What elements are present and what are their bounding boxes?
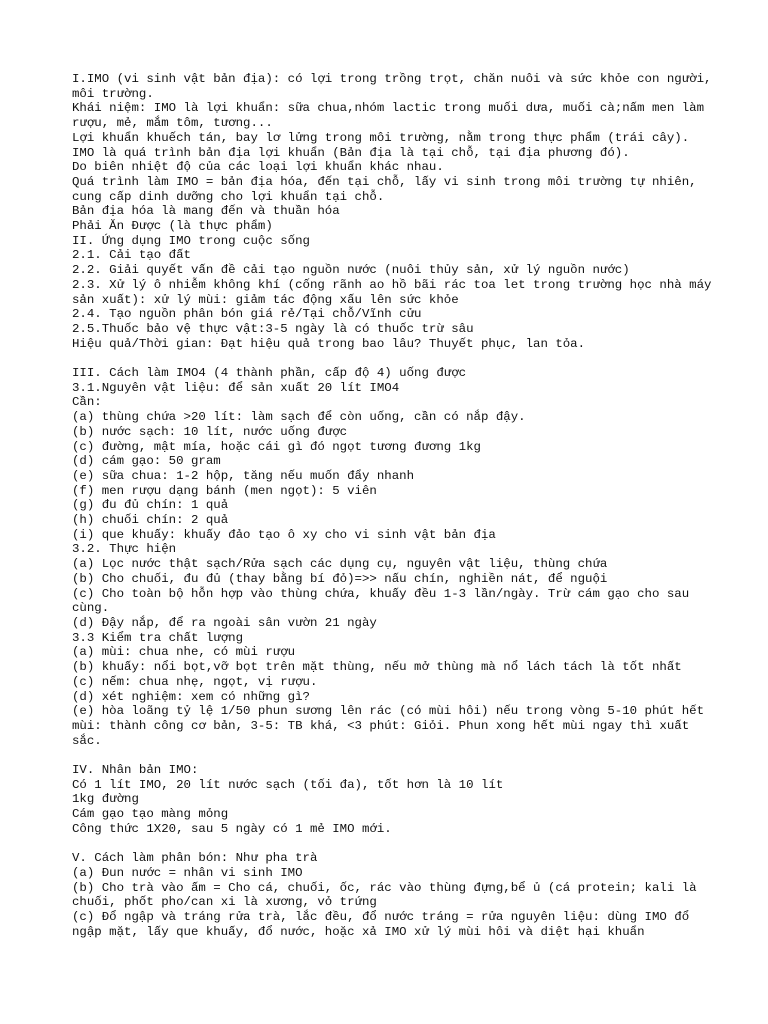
text-line: V. Cách làm phân bón: Như pha trà xyxy=(72,851,318,866)
text-line: Công thức 1X20, sau 5 ngày có 1 mẻ IMO mới. xyxy=(72,821,392,836)
text-line: 2.4. Tạo nguồn phân bón giá rẻ/Tại chỗ/Vĩnh cửu xyxy=(72,307,422,322)
text-line: (b) khuấy: nổi bọt,vỡ bọt trên mặt thùng, nếu mở thùng mà nổ lách tách là tốt nhất xyxy=(72,660,682,675)
text-line: (h) chuối chín: 2 quả xyxy=(72,513,229,528)
text-line: 2.1. Cải tạo đất xyxy=(72,248,191,263)
text-line: 3.2. Thực hiện xyxy=(72,542,177,557)
text-line: 2.3. Xử lý ô nhiễm không khí (cống rãnh ao hồ bãi rác toa let trong trường học nhà máy sản xuất): xử lý mùi: giảm tác động xấu lên sức khỏe xyxy=(72,277,719,307)
text-line: (c) Đổ ngập và tráng rửa trà, lắc đều, đổ nước tráng = rửa nguyên liệu: dùng IMO đổ ngập mặt, lấy que khuấy, đổ nước, hoặc xả IMO xử lý mùi hôi và diệt hại khuẩn xyxy=(72,910,697,939)
text-line: (f) men rượu dạng bánh (men ngọt): 5 viên xyxy=(72,483,377,498)
text-line: (b) nước sạch: 10 lít, nước uống được xyxy=(72,424,348,439)
text-line: 2.2. Giải quyết vấn đề cải tạo nguồn nước (nuôi thủy sản, xử lý nguồn nước) xyxy=(72,263,630,278)
text-line: IMO là quá trình bản địa lợi khuẩn (Bản địa là tại chỗ, tại địa phương đó). xyxy=(72,145,630,160)
text-line: (i) que khuấy: khuấy đảo tạo ô xy cho vi sinh vật bản địa xyxy=(72,527,496,542)
text-line: (d) Đậy nắp, để ra ngoài sân vườn 21 ngày xyxy=(72,616,377,630)
blank-line xyxy=(72,837,712,852)
document-section xyxy=(72,72,719,351)
document-section xyxy=(72,366,712,748)
text-line: Cám gạo tạo màng mỏng xyxy=(72,807,229,822)
text-line: (b) Cho chuối, đu đủ (thay bằng bí đỏ)=>> nấu chín, nghiền nát, để nguội xyxy=(72,571,608,586)
text-line: Quá trình làm IMO = bản địa hóa, đến tại chỗ, lấy vi sinh trong môi trường tự nhiên, cung cấp dinh dưỡng cho lợi khuẩn tại chỗ. xyxy=(72,174,705,204)
document-page xyxy=(72,72,719,939)
text-line: 1kg đường xyxy=(72,792,139,807)
document-section xyxy=(72,763,712,837)
text-line: II. Ứng dụng IMO trong cuộc sống xyxy=(72,233,310,248)
text-line: (b) Cho trà vào ấm = Cho cá, chuối, ốc, rác vào thùng đựng,bể ủ (cá protein; kali là chuối, phốt pho/can xi là xương, vỏ trứng xyxy=(72,880,705,910)
text-line: 2.5.Thuốc bảo vệ thực vật:3-5 ngày là có thuốc trừ sâu xyxy=(72,321,474,336)
text-line: (c) đường, mật mía, hoặc cái gì đó ngọt tương đương 1kg xyxy=(72,439,481,454)
text-line: (a) Đun nước = nhân vi sinh IMO xyxy=(72,865,303,880)
text-line: (c) nếm: chua nhẹ, ngọt, vị rượu. xyxy=(72,674,318,689)
blank-line xyxy=(72,748,712,763)
text-line: (g) đu đủ chín: 1 quả xyxy=(72,498,229,513)
text-line: (e) hòa loãng tỷ lệ 1/50 phun sương lên rác (có mùi hôi) nếu trong vòng 5-10 phút hết mùi: thành công cơ bản, 3-5: TB khá, <3 phút: Giỏi. Phun xong hết mùi ngay thì xuất sắc. xyxy=(72,704,712,748)
text-line: Phải Ăn Được (là thực phẩm) xyxy=(72,219,273,234)
text-line: 3.3 Kiểm tra chất lượng xyxy=(72,630,244,645)
text-line: (a) mùi: chua nhe, có mùi rượu xyxy=(72,645,296,660)
text-line: (e) sữa chua: 1-2 hộp, tăng nếu muốn đẩy nhanh xyxy=(72,468,415,483)
text-line: Lợi khuẩn khuếch tán, bay lơ lửng trong môi trường, nằm trong thực phẩm (trái cây). xyxy=(72,130,690,145)
text-line: III. Cách làm IMO4 (4 thành phần, cấp độ 4) uống được xyxy=(72,366,467,381)
text-line: Hiệu quả/Thời gian: Đạt hiệu quả trong bao lâu? Thuyết phục, lan tỏa. xyxy=(72,336,586,351)
text-line: Bản địa hóa là mang đến và thuần hóa xyxy=(72,204,340,219)
text-line: (d) cám gạo: 50 gram xyxy=(72,454,221,469)
text-line: I.IMO (vi sinh vật bản địa): có lợi trong trồng trọt, chăn nuôi và sức khỏe con người, môi trường. xyxy=(72,72,719,101)
text-line: IV. Nhân bản IMO: xyxy=(72,763,199,778)
text-line: Cần: xyxy=(72,395,102,410)
text-line: (a) Lọc nước thật sạch/Rửa sạch các dụng cụ, nguyên vật liệu, thùng chứa xyxy=(72,557,608,572)
text-line: (d) xét nghiệm: xem có những gì? xyxy=(72,689,310,704)
text-line: 3.1.Nguyên vật liệu: để sản xuất 20 lít IMO4 xyxy=(72,380,400,395)
document-section xyxy=(72,851,712,939)
text-line: (a) thùng chứa >20 lít: làm sạch để còn uống, cần có nắp đậy. xyxy=(72,410,526,425)
text-line: (c) Cho toàn bộ hỗn hợp vào thùng chứa, khuấy đều 1-3 lần/ngày. Trừ cám gạo cho sau cùng. xyxy=(72,586,697,616)
blank-line xyxy=(72,351,712,366)
text-line: Có 1 lít IMO, 20 lít nước sạch (tối đa), tốt hơn là 10 lít xyxy=(72,777,504,792)
text-line: Khái niệm: IMO là lợi khuẩn: sữa chua,nhóm lactic trong muối dưa, muối cà;nấm men làm rượu, mẻ, mắm tôm, tương... xyxy=(72,101,712,131)
text-line: Do biên nhiệt độ của các loại lợi khuẩn khác nhau. xyxy=(72,160,444,175)
